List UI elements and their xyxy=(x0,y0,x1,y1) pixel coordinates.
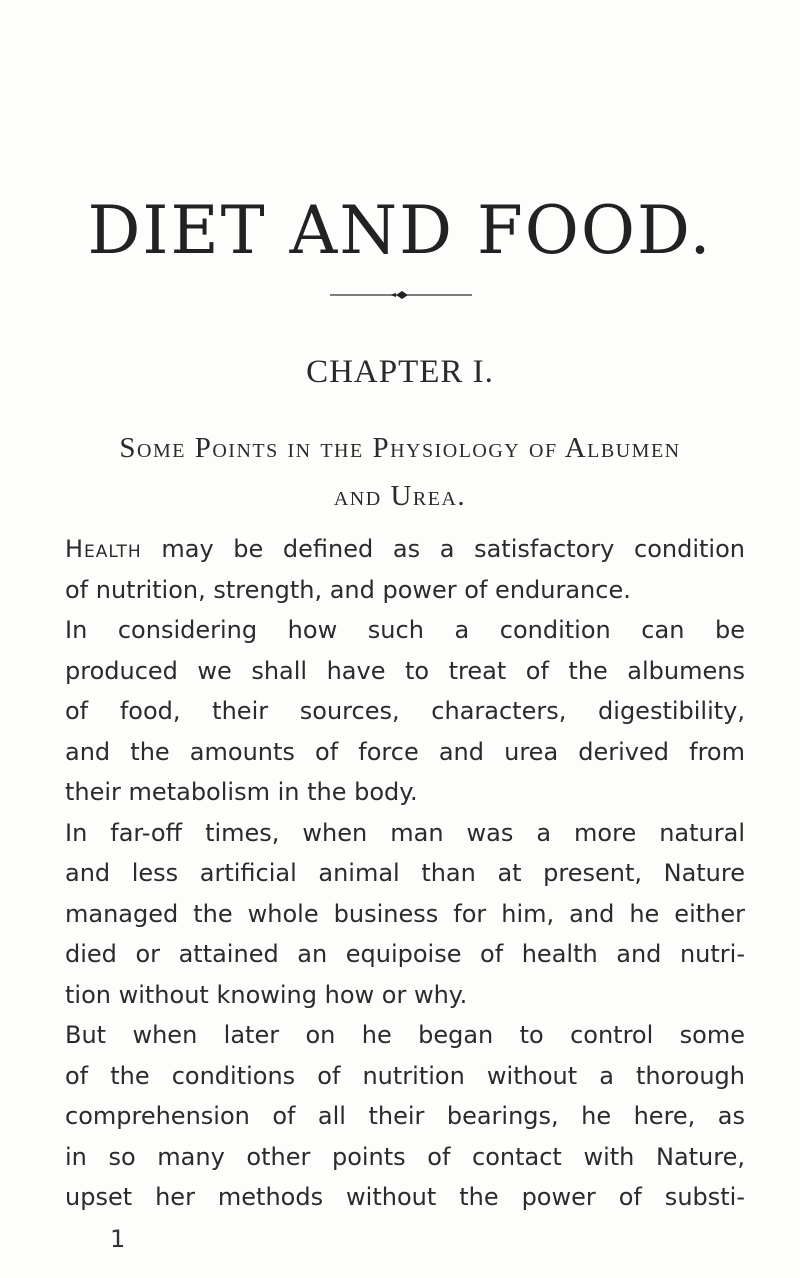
text-line: and the amounts of force and urea derived from xyxy=(65,737,745,766)
subtitle-line: Some Points in the Physiology of Albumen xyxy=(119,432,681,464)
text-line: their metabolism in the body. xyxy=(65,778,418,806)
ornament-divider xyxy=(330,290,472,300)
text-line: In far-off times, when man was a more natural xyxy=(65,818,745,847)
text-line: produced we shall have to treat of the albumens xyxy=(65,656,745,685)
text-line: upset her methods without the power of substi- xyxy=(65,1183,745,1211)
page-number: 1 xyxy=(110,1225,126,1253)
text-line: died or attained an equipoise of health and nutri- xyxy=(65,940,745,968)
text-line: of nutrition, strength, and power of endurance. xyxy=(65,575,631,604)
chapter-subtitle xyxy=(60,424,740,520)
lead-word: Health xyxy=(65,535,142,563)
chapter-heading: CHAPTER I. xyxy=(306,354,494,390)
text-line: managed the whole business for him, and he either xyxy=(65,899,745,928)
text-line: In considering how such a condition can be xyxy=(65,616,745,644)
text-line: and less artificial animal than at present, Nature xyxy=(65,859,745,887)
text-line: comprehension of all their bearings, he here, as xyxy=(65,1102,745,1130)
text-line-content: may be defined as a satisfactory condition xyxy=(141,535,745,563)
subtitle-line: and Urea. xyxy=(333,480,467,512)
page-title: DIET AND FOOD. xyxy=(87,192,713,269)
text-line: in so many other points of contact with Nature, xyxy=(65,1142,745,1171)
text-line xyxy=(65,529,745,570)
text-line: But when later on he began to control some xyxy=(65,1021,745,1049)
text-line: of food, their sources, characters, digestibility, xyxy=(65,697,745,725)
text-line: of the conditions of nutrition without a thorough xyxy=(65,1061,745,1090)
text-line: tion without knowing how or why. xyxy=(65,980,468,1009)
body-text xyxy=(65,529,745,1218)
